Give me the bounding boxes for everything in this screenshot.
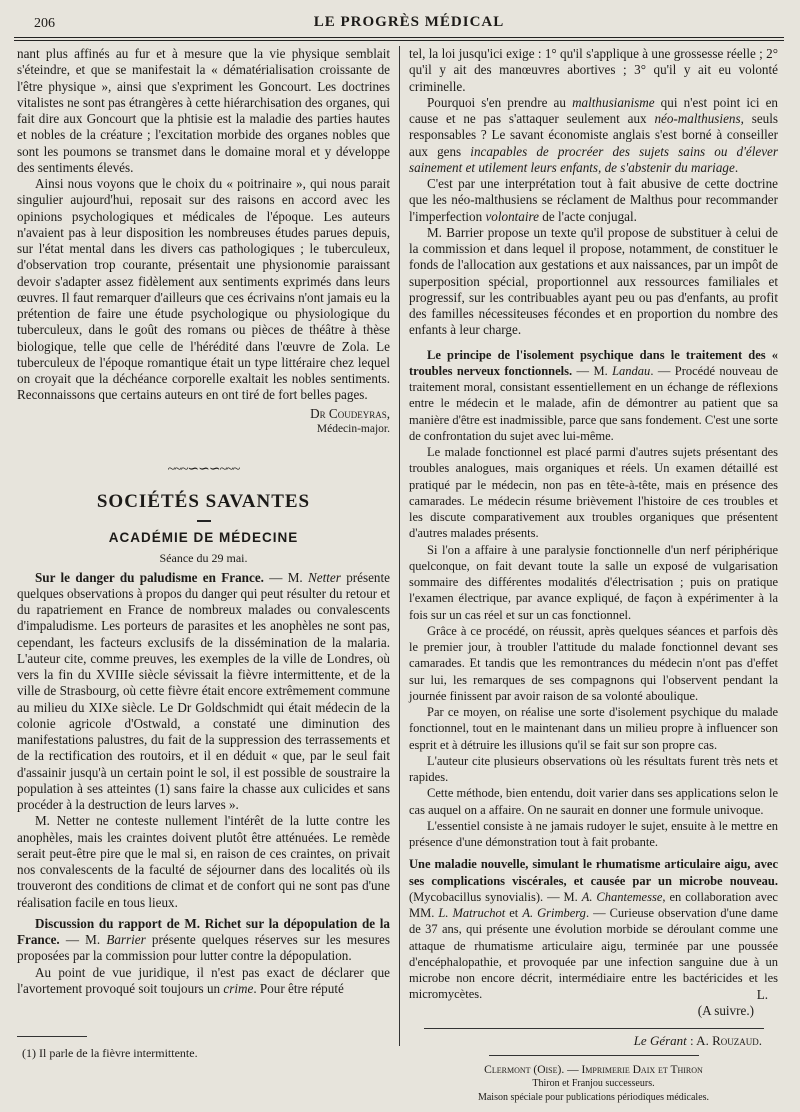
author-name: A. Grimberg <box>522 906 586 920</box>
author-name: Barrier <box>106 932 146 947</box>
footnote-rule <box>17 1036 87 1037</box>
author-name: L. Matruchot <box>438 906 506 920</box>
header-rule-double <box>14 40 784 41</box>
paragraph: Une maladie nouvelle, simulant le rhumatisme articulaire aigu, avec ses complications viscérales, et causée par un microbe nouveau. (Mycobacillus synovialis). — M. A. Chantemesse, en collaboration avec MM. L. Matruchot et A. Grimberg. — Curieuse observation d'une dame de 37 ans, qui présente une évolution morbide se déroulant comme une attaque de rhumatisme articulaire aigu, terminée par une poussée d'encéphalopathie, et provoquée par une infection sanguine due à un microbe non encore décrit, intermédiaire entre les bactéricides et les micromycètes. <box>409 857 779 1002</box>
ornament-divider: ~~~∽∽∽~~~ <box>167 461 240 477</box>
paragraph: M. Barrier propose un texte qu'il propose de substituer à celui de la commission et dans lequel il propose, notamment, de constituer le fonds de l'allocation aux gestations et aux naissances, par un impôt de superposition spécial, proportionnel aux ressources familiales et progressif, sur les contribuables ayant peu ou pas d'enfants, au profit des familles nécessiteuses fécondes et en proportion du nombre des enfants à leur charge. <box>409 224 778 338</box>
paragraph: Le malade fonctionnel est placé parmi d'autres sujets présentant des troubles analogues, mais organiques et réels. Un examen détaillé est pratiqué par le médecin, non pas en tête-à-tête, mais en présence des camarades. Le médecin résume brièvement l'histoire de ces troubles et les discute comparativement aux troubles organiques que présentent d'autres malades présents. <box>409 445 778 541</box>
academy-heading: ACADÉMIE DE MÉDECINE <box>108 530 299 545</box>
topic-title: Sur le danger du paludisme en France. <box>35 569 264 585</box>
printer-imprint: Clermont (Oise). — Imprimerie Daix et Thiron Thiron et Franjou successeurs. Maison spéciale pour publications périodiques médicales. <box>477 1064 710 1104</box>
paragraph: M. Netter ne conteste nullement l'intérêt de la lutte contre les anophèles, mais les craintes doivent plutôt être atténuées. Le remède serait peut-être pire que le mal si, en raison de ces craintes, on privait nos convalescents de la faculté de séjourner dans des localités où ils trouveront des conditions de climat et de confort qui ne sont pas d'une réalisation facile en tous lieux. <box>17 813 390 910</box>
paragraph: Grâce à ce procédé, on réussit, après quelques séances et parfois dès le premier jour, à troubler l'attitude du malade fonctionnel devant ses camarades. Et tandis que les remontrances du médecin n'ont pas d'effet sur lui, les remarques de ses compagnons qui l'observent pendant la journée finissent par avoir raison de sa volonté aboulique. <box>409 623 778 703</box>
title-dash <box>197 520 211 522</box>
paragraph: Au point de vue juridique, il n'est pas exact de déclarer que l'avortement provoqué soit toujours un crime. Pour être réputé <box>17 964 390 996</box>
paragraph: Si l'on a affaire à une paralysie fonctionnelle d'un nerf périphérique quelconque, on fait devant toute la salle un exposé de vulgarisation sommaire des différentes modalités d'électrisation ; puis on pratique l'examen électrique, par avance expliqué, de façon à expérimenter à la fois sur un cas réel et sur un cas fonctionnel. <box>409 542 778 622</box>
paragraph: tel, la loi jusqu'ici exige : 1° qu'il s'applique à une grossesse réelle ; 2° qu'il y ait des manœuvres abortives ; 3° qu'il y ait eu volonté criminelle. <box>409 46 778 94</box>
page-number: 206 <box>34 16 55 31</box>
author-name: Netter <box>308 569 341 585</box>
paragraph: Ainsi nous voyons que le choix du « poitrinaire », qui nous parait singulier aujourd'hui, reposait sur des raisons en accord avec les opinions psychologiques et médicales de l'époque. Les auteurs n'avaient pas à leur disposition les nombreuses études parues depuis, sur l'état mental dans les divers cas pathologiques ; le tuberculeux, d'observation trop courante, présentait une physionomie paraissant devoir s'adapter assez fidèlement aux sentiments exprimés dans leurs œuvres. Il faut remarquer d'ailleurs que ces écrivains n'ont jamais eu la prétention de faire une étude psychologique ou physiologique du tuberculeux, dans le goût des romans ou pièces de théâtre à thèse biologique, telle que celle de l'hérédité dans l'œuvre de Zola. Le tuberculeux de l'époque romantique était un type littéraire chez lequel on croyait que la déchéance corporelle exaltait les nobles sentiments. Reconnaissons que certains auteurs en ont tiré de fort belles pages. <box>17 176 390 403</box>
topic-title: Le principe de l'isolement psychique dans le traitement des « troubles nerveux fonctionnels. <box>409 347 778 378</box>
author-signature <box>17 406 390 436</box>
paragraph: Cette méthode, bien entendu, doit varier dans ses applications selon le cas auquel on a affaire. On ne saurait en donner une formule univoque. <box>409 786 778 817</box>
paragraph: Pourquoi s'en prendre au malthusianisme qui n'est point ici en cause et ne pas s'attaquer seulement aux néo-malthusiens, seuls responsables ? Le savant économiste anglais s'est borné à conseiller aux gens incapables de procréer des sujets sains ou d'élever sainement et utilement leurs enfants, de s'abstenir du mariage. <box>409 94 778 175</box>
gerant-line: Le Gérant : A. Rouzaud. <box>633 1033 762 1048</box>
author-name: A. Chantemesse <box>581 889 663 904</box>
left-column <box>17 46 390 997</box>
signature-name: Dr Coudeyras, <box>310 405 390 421</box>
paragraph: Discussion du rapport de M. Richet sur la dépopulation de la France. — M. Barrier présente quelques réserves sur les mesures proposées par la commission pour lutter contre la dépopulation. <box>17 915 390 964</box>
paragraph: L'auteur cite plusieurs observations où les résultats furent très nets et rapides. <box>409 753 778 784</box>
section-title: SOCIÉTÉS SAVANTES <box>96 491 311 512</box>
footnote: (1) Il parle de la fièvre intermittente. <box>22 1046 198 1060</box>
paragraph: nant plus affinés au fur et à mesure que la vie physique semblait s'éteindre, et que se manifestait la « dématérialisation croissante de l'être physique », ainsi que s'expriment les Goncourt. Les doctrines vitalistes ne sont pas étrangères à cette hiérarchisation des organes, qui fait dire aux Goncourt que la phtisie est la maladie des parties hautes et nobles de la créature ; l'excitation morbide des organes nobles que sont les poumons se transmet dans le domaine moral et y développe des sentiments élevés. <box>17 46 390 175</box>
section-rule <box>424 1028 764 1029</box>
topic-title: Discussion du rapport de M. Richet sur la dépopulation de la France. <box>17 915 390 947</box>
author-initial: L. <box>756 986 768 1002</box>
printer-rule <box>489 1055 699 1056</box>
signature-role: Médecin-major. <box>316 422 390 435</box>
paragraph: L'essentiel consiste à ne jamais rudoyer le sujet, ensuite à le mettre en présence d'une démonstration tout à fait probante. <box>409 818 778 849</box>
journal-title: LE PROGRÈS MÉDICAL <box>313 14 505 30</box>
paragraph: Par ce moyen, on réalise une sorte d'isolement psychique du malade fonctionnel, tout en le maintenant dans un milieu propre à influencer son esprit et à détruire les illusions qu'il se fait sur son propre cas. <box>409 705 778 752</box>
column-divider <box>399 46 400 1046</box>
session-date: Séance du 29 mai. <box>159 551 248 566</box>
topic-title: Une maladie nouvelle, simulant le rhumatisme articulaire aigu, avec ses complications viscérales, et causée par un microbe nouveau. <box>409 857 778 888</box>
author-name: Landau <box>612 363 651 378</box>
paragraph: Sur le danger du paludisme en France. — M. Netter présente quelques observations à propos du danger qui peut résulter du retour et du rapatriement en France de nombreux malades ou convalescents d'impaludisme. Les porteurs de parasites et les anophèles ne sont pas, cependant, les facteurs exclusifs de la dissémination de la malaria. L'auteur cite, comme preuves, les exemples de la ville de Londres, où vers la fin du XVIIIe siècle sévissait la fièvre intermittente, et de la ville de Strasbourg, où cette fièvre était encore extrêmement commune au milieu du XIXe siècle. Le Dr Goldschmidt qui était médecin de la colonie agricole d'Ostwald, a constaté une diminution des manifestations palustres, du fait de la suppression des terrassements et de la rectification des routoirs, et il en déduit « que, par le seul fait d'assainir jusqu'à un certain point le sol, il est possible de soustraire la population à ses atteintes (1) sans faire la chasse aux culicides et sans procéder à la destruction de leurs larves ». <box>17 569 390 812</box>
paragraph: C'est par une interprétation tout à fait abusive de cette doctrine que les néo-malthusiens se réclament de Malthus pour recommander l'imperfection volontaire de l'acte conjugal. <box>409 176 778 224</box>
paragraph: Le principe de l'isolement psychique dans le traitement des « troubles nerveux fonctionnels. — M. Landau. — Procédé nouveau de traitement moral, consistant essentiellement en un échange de réflexions entre le médecin et le malade, afin de démontrer au patient que sa manière d'être est inadmissible, parce que sans fondement. C'est une sorte de confrontation du sujet avec lui-même. <box>409 347 778 443</box>
page-header <box>34 13 784 35</box>
right-column <box>409 46 778 1105</box>
to-be-continued: (A suivre.) <box>697 1002 754 1018</box>
header-rule <box>14 37 784 38</box>
